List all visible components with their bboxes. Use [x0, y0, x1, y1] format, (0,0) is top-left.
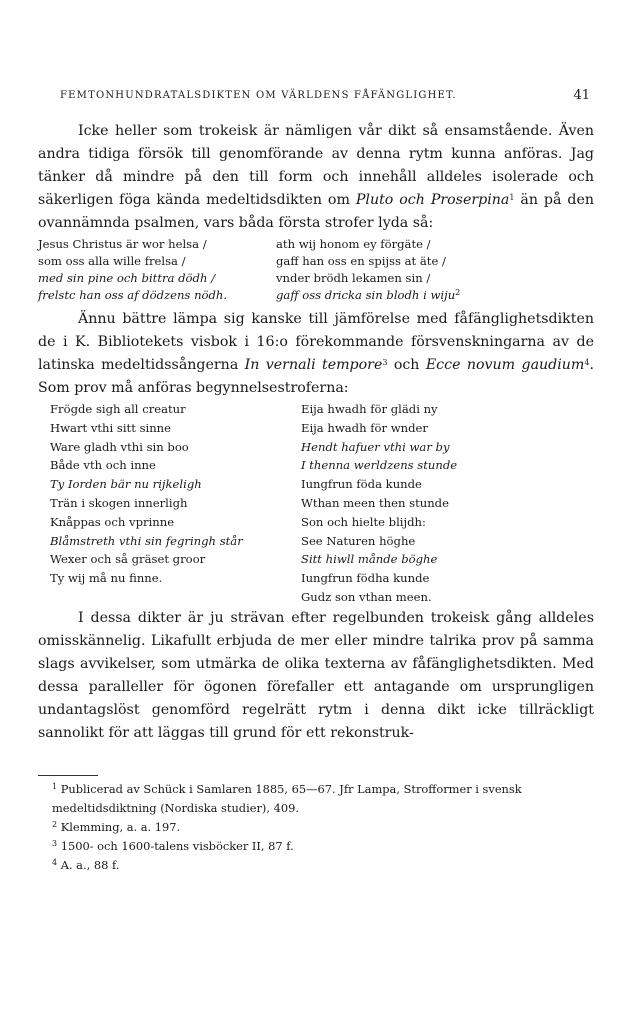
verse-line: I thenna werldzens stunde: [301, 458, 458, 473]
verse-line: Frögde sigh all creatur: [50, 402, 186, 416]
footnote-2: $^2$ Klemming, a. a. 197.: [52, 820, 181, 834]
verse-line: Sitt hiwll månde böghe: [301, 552, 438, 567]
footnotes: [38, 780, 594, 875]
running-title: FEMTONHUNDRATALSDIKTEN OM VÄRLDENS FÅFÄNGLIGHET.: [60, 90, 457, 101]
verse-line: Hendt hafuer vthi war by: [301, 439, 450, 454]
verse-line: ath wij honom ey förgäte /: [276, 237, 431, 251]
verse-line: Trän i skogen innerligh: [50, 495, 188, 510]
verse-line: Gudz son vthan meen.: [301, 589, 432, 604]
footnote-ref-1: 1: [509, 193, 515, 202]
verse-line: See Naturen höghe: [301, 533, 416, 548]
verse-line: frelstc han oss af dödzens nödh.: [38, 288, 228, 302]
footnote-1: $^1$ Publicerad av Schück i Samlaren 1885, 65—67. Jfr Lampa, Strofformer i svensk medeltidsdiktning (Nordiska studier), 409.: [52, 782, 522, 815]
verse-line: Iungfrun föda kunde: [301, 477, 422, 492]
verse-line: Iungfrun födha kunde: [301, 571, 430, 586]
running-header: [60, 90, 590, 101]
verse-line: Knåppas och vprinne: [50, 514, 175, 529]
verse-line: som oss alla wille frelsa /: [38, 254, 186, 268]
verse-line: Wthan meen then stunde: [301, 495, 449, 510]
title-in-vernali: In vernali tempore: [244, 357, 383, 373]
footnote-3: $^3$ 1500- och 1600-talens visböcker II, 87 f.: [52, 839, 294, 853]
verse-psalm: [38, 236, 594, 304]
verse-line: gaff oss dricka sin blodh i wiju$^2$: [276, 288, 461, 302]
verse-line: Eija hwadh för glädi ny: [301, 402, 438, 416]
footnote-ref-2: 2: [455, 288, 461, 297]
main-text: [38, 120, 594, 745]
verse-examples: [50, 400, 594, 607]
footnote-ref-3: 3: [382, 358, 388, 367]
verse-line: Son och hielte blijdh:: [301, 514, 426, 529]
verse-line: Eija hwadh för wnder: [301, 420, 428, 435]
verse-line: vnder brödh lekamen sin /: [276, 271, 431, 285]
verse-line: Ty wij må nu finne.: [50, 571, 163, 586]
footnote-rule: [38, 775, 98, 776]
footnote-ref-4: 4: [584, 358, 590, 367]
paragraph-2: Ännu bättre lämpa sig kanske till jämförelse med fåfänglighetsdikten de i K. Bibliotekets visbok i 16:o förekommande försvenskningarna av de latinska medeltidssångerna In vernali tempore$^3$ och Ecce novum gaudium$^4$. Som prov må anföras begynnelsestroferna:: [38, 311, 594, 396]
verse-line: Hwart vthi sitt sinne: [50, 420, 172, 435]
verse-line: Wexer och så gräset groor: [50, 552, 206, 567]
title-ecce-novum: Ecce novum gaudium: [425, 357, 585, 373]
footnote-4: $^4$ A. a., 88 f.: [52, 858, 120, 872]
verse-line: med sin pine och bittra dödh /: [38, 271, 216, 285]
verse-line: Både vth och inne: [50, 458, 156, 473]
verse-line: gaff han oss en spijss at äte /: [276, 254, 446, 268]
paragraph-3: I dessa dikter är ju strävan efter regelbunden trokeisk gång alldeles omisskännelig. Likafullt erbjuda de mer eller mindre talrika prov på samma slags avvikelser, som utmärka de olika texterna av fåfänglighetsdikten. Med dessa paralleller för ögonen förefaller ett antagande om ursprungligen undantagslöst genomförd regelrätt rytm i denna dikt icke tillräckligt sannolikt för att läggas till grund för ett rekonstruk-: [38, 609, 594, 741]
paragraph-1: Icke heller som trokeisk är nämligen vår dikt så ensamstående. Även andra tidiga försök till genomförande av denna rytm kunna anföras. Jag tänker då mindre på den till form och innehåll alldeles isolerade och säkerligen föga kända medeltidsdikten om Pluto och Proserpina$^1$ än på den ovannämnda psalmen, vars båda första strofer lyda så:: [38, 123, 595, 231]
verse-line: Ware gladh vthi sin boo: [50, 439, 189, 454]
verse-line: Blåmstreth vthi sin fegringh står: [50, 533, 243, 548]
verse-line: Jesus Christus är wor helsa /: [38, 237, 207, 251]
verse-line-empty: [50, 588, 301, 607]
verse-line: Ty Iorden bär nu rijkeligh: [50, 477, 202, 492]
title-pluto: Pluto och Proserpina: [355, 192, 510, 208]
page-number: 41: [573, 88, 590, 103]
